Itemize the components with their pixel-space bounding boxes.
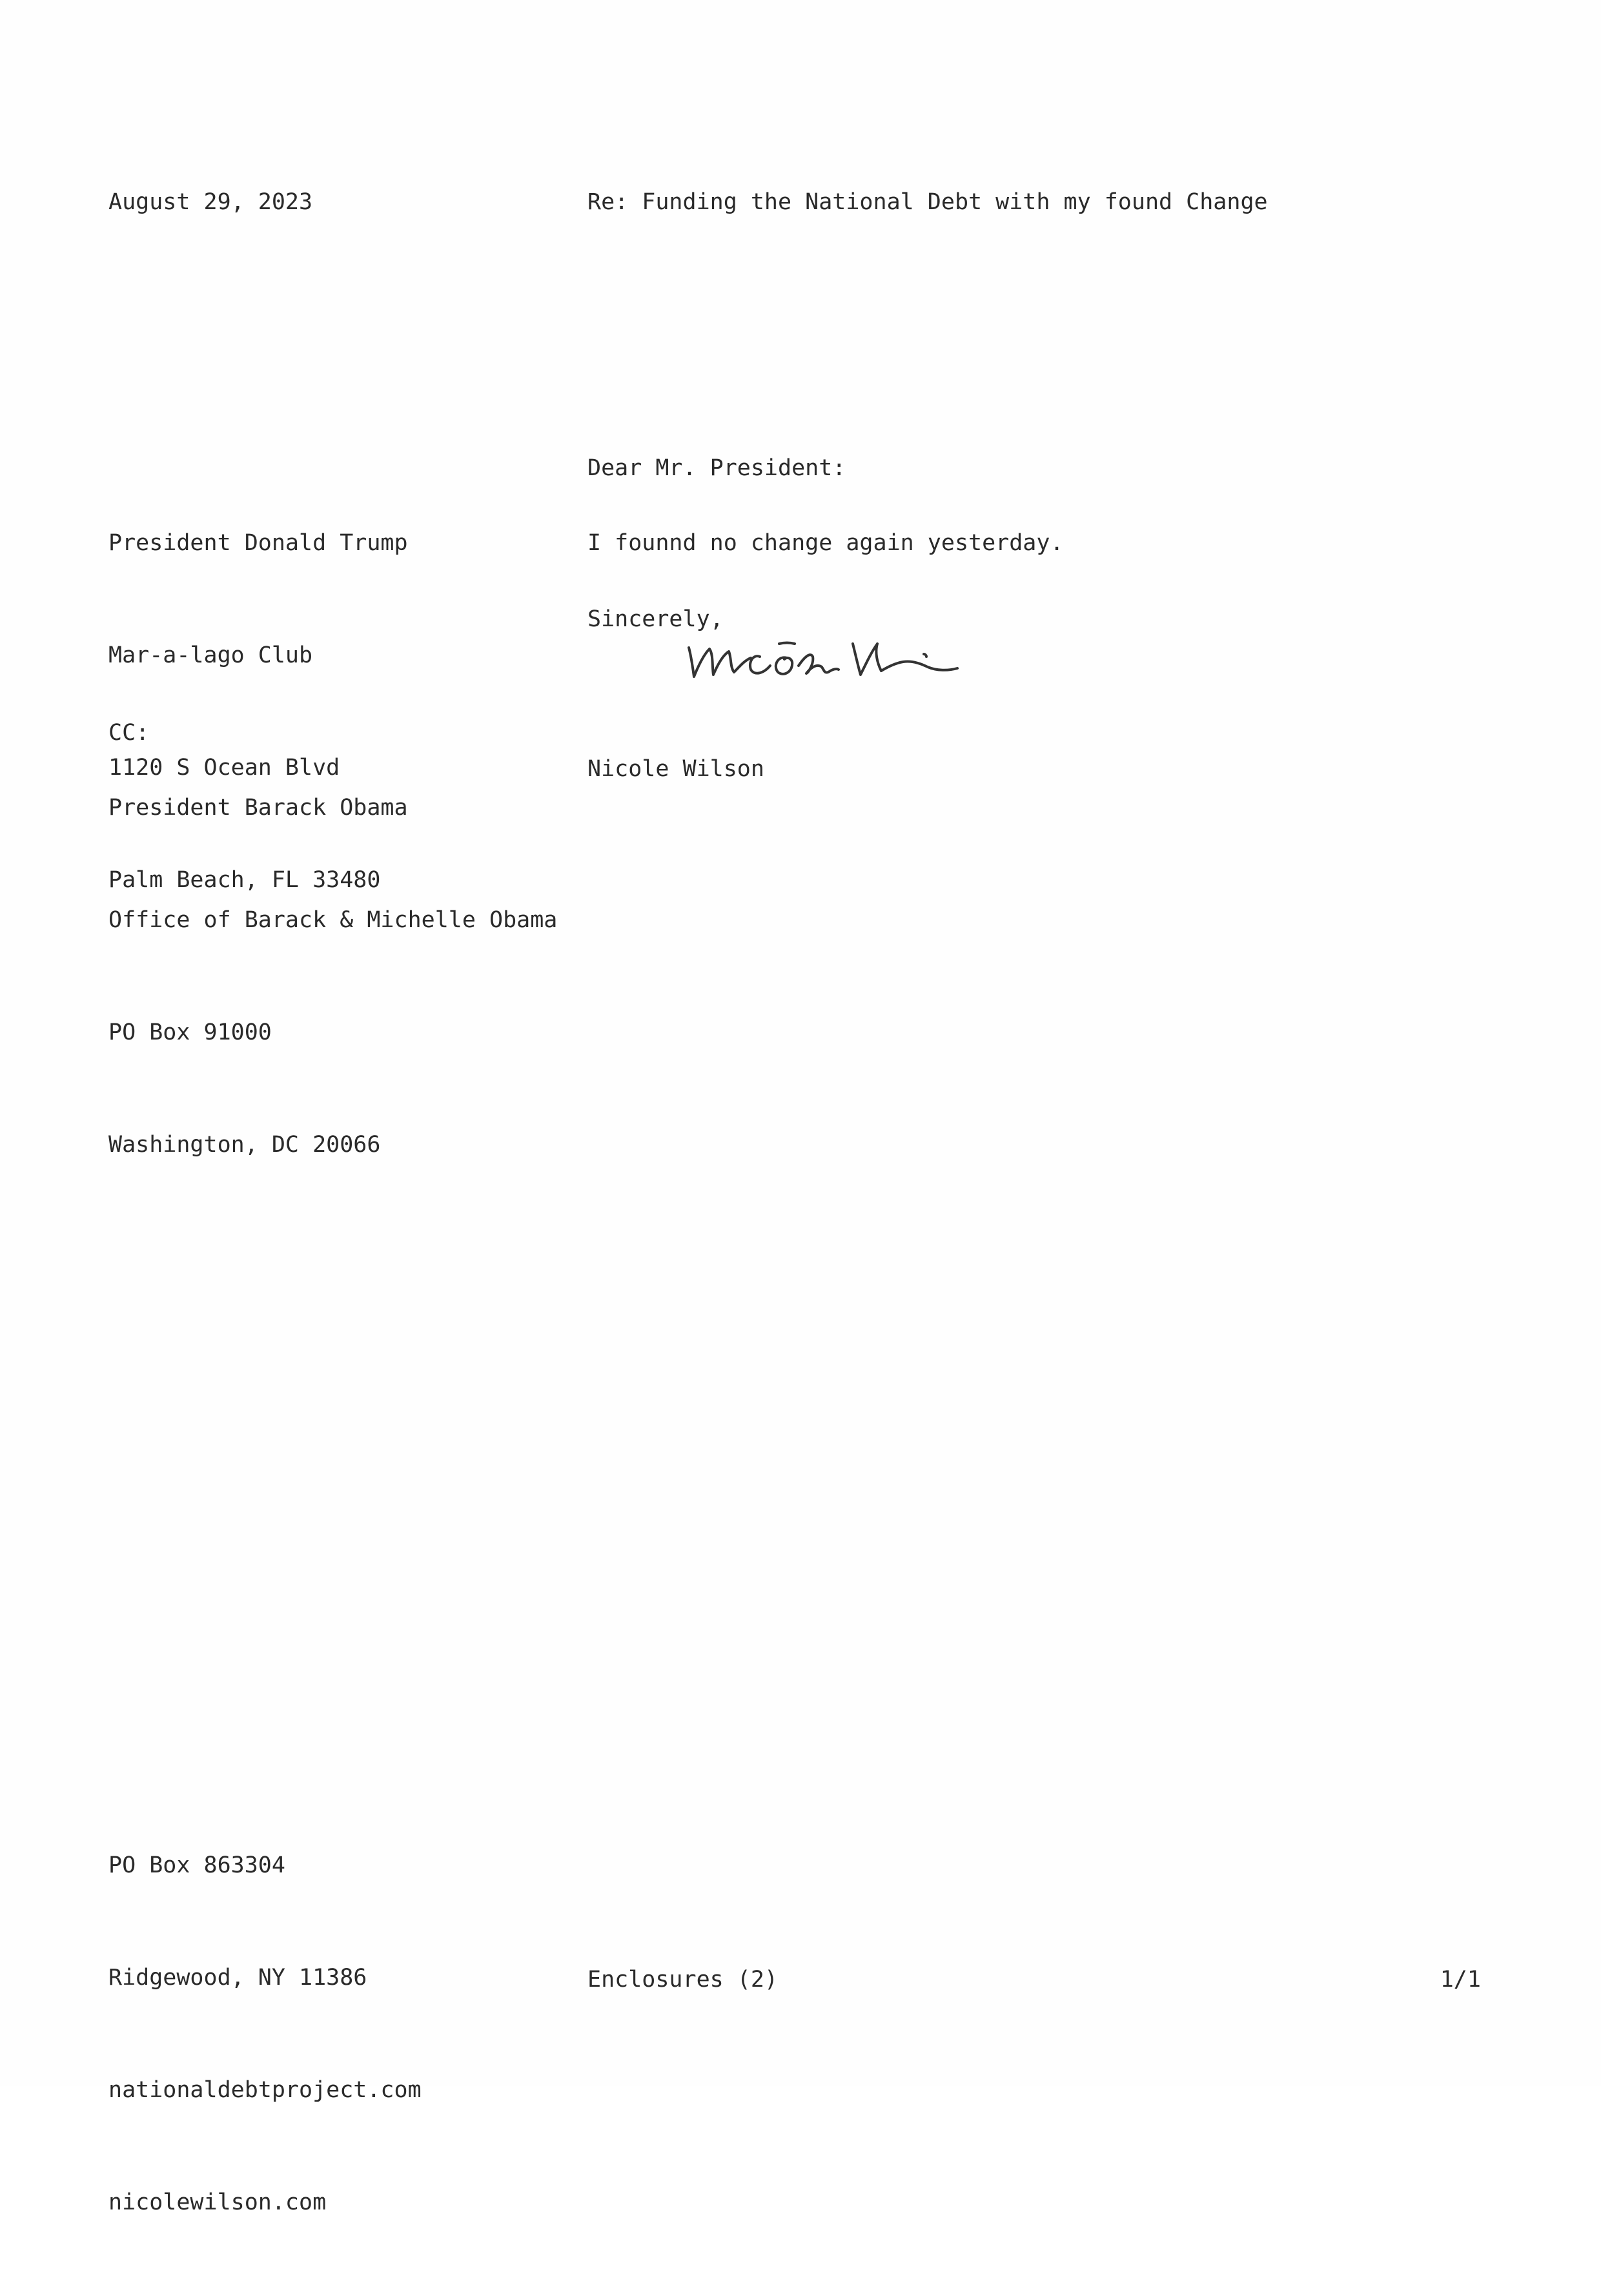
closing-text: Sincerely,: [587, 606, 724, 632]
recipient-name: President Donald Trump: [108, 530, 408, 556]
cc-recipient-city-state-zip: Washington, DC 20066: [108, 1132, 381, 1158]
sender-website-1: nationaldebtproject.com: [108, 2077, 422, 2103]
recipient-city-state-zip: Palm Beach, FL 33480: [108, 867, 381, 893]
cc-recipient-address: [108, 714, 557, 1238]
enclosures-text: Enclosures (2): [587, 1967, 779, 1993]
recipient-street: 1120 S Ocean Blvd: [108, 755, 340, 781]
cc-recipient-name: President Barack Obama: [108, 795, 408, 821]
page-number-text: 1/1: [1440, 1967, 1481, 1993]
signer-name: [587, 675, 764, 863]
salutation-text: Dear Mr. President:: [587, 455, 846, 481]
sender-city-state-zip: Ridgewood, NY 11386: [108, 1965, 367, 1991]
letter-subject: [587, 108, 1268, 296]
date-text: August 29, 2023: [108, 189, 313, 215]
enclosures-note: [587, 1886, 778, 2073]
subject-text: Re: Funding the National Debt with my found Change: [587, 189, 1268, 215]
sender-street: PO Box 863304: [108, 1852, 285, 1878]
letter-date: [108, 108, 312, 296]
sender-website-2: nicolewilson.com: [108, 2189, 327, 2215]
body-text: I founnd no change again yesterday.: [587, 530, 1064, 556]
page-number: [1440, 1886, 1494, 2073]
cc-recipient-street: PO Box 91000: [108, 1020, 272, 1045]
signer-name-text: Nicole Wilson: [587, 756, 764, 782]
handwritten-signature: [629, 578, 952, 662]
cc-recipient-organization: Office of Barack & Michelle Obama: [108, 907, 558, 933]
sender-address: [108, 1772, 422, 2296]
recipient-organization: Mar-a-lago Club: [108, 642, 313, 668]
cc-label-text: CC:: [108, 720, 150, 746]
